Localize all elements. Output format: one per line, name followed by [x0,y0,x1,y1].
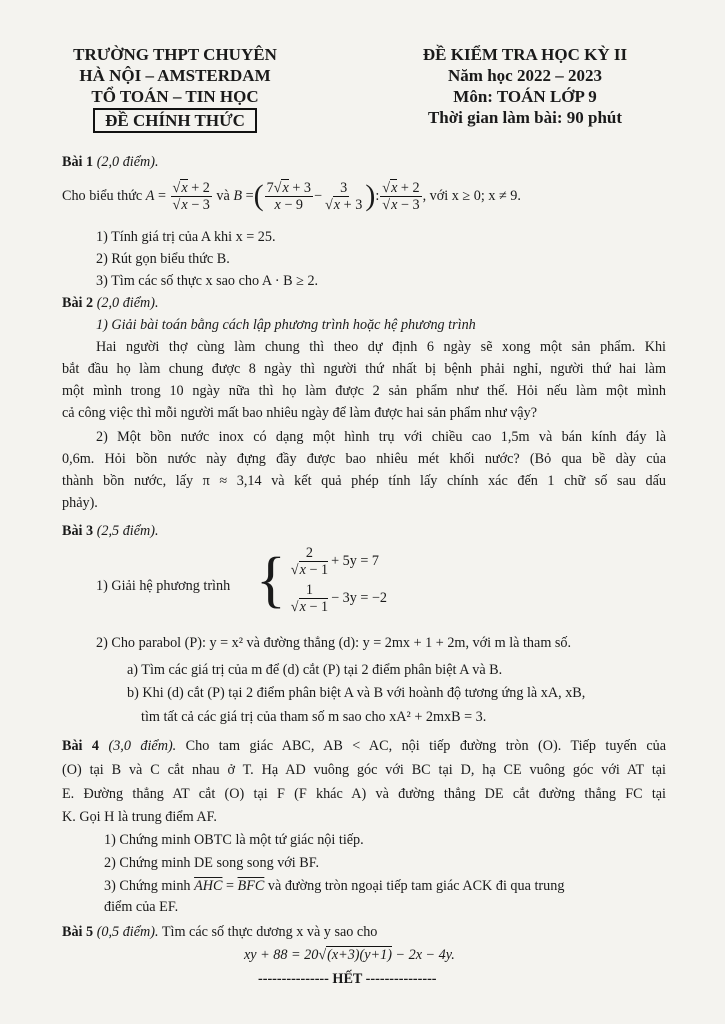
bai2-p2-line1: 2) Một bồn nước inox có dạng một hình trụ với chiều cao 1,5m và bán kính đáy là [96,429,666,445]
bai3-q2b-line2: tìm tất cả các giá trị của tham số m sao cho xA² + 2mxB = 3. [141,709,487,725]
bai4-q3-line2: điểm của EF. [104,899,179,915]
end-marker: --------------- HẾT --------------- [258,971,437,987]
arc-bfc: $\overline{BFC}$ [237,878,265,894]
bai2-p2-line4: phảy). [62,495,98,511]
bai2-p1-line2: bắt đầu họ làm chung được 8 ngày thì người thứ nhất bị bệnh phải nghỉ, người thứ hai làm [62,361,666,377]
bai4-line1: Bài 4 (3,0 điểm). Cho tam giác ABC, AB < AC, nội tiếp đường tròn (O). Tiếp tuyến của [62,738,667,754]
bai4-line2: (O) tại B và C cắt nhau ở T. Hạ AD vuông góc với BC tại D, hạ CE vuông góc với AT tại [62,762,666,778]
bai3-q1-label: 1) Giải hệ phương trình [96,578,231,594]
bai5-heading: Bài 5 (0,5 điểm). Tìm các số thực dương x và y sao cho [62,924,378,940]
system-eq2: 1 √ x − 1 − 3y = −2 [288,582,387,615]
system-eq1: 2 √ x − 1 + 5y = 7 [288,545,387,578]
bai2-p1-line4: cả công việc thì mỗi người mất bao nhiêu ngày để làm được hai sản phẩm như vậy? [62,405,537,421]
bai2-p1-line3: một mình trong 10 ngày nữa thì họ làm được 2 sản phẩm như thế. Hỏi nếu làm một mình [62,383,666,399]
official-exam-badge: ĐỀ CHÍNH THỨC [93,108,257,133]
equation-system [256,540,387,620]
bai3-q2a: a) Tìm các giá trị của m để (d) cắt (P) tại 2 điểm phân biệt A và B. [127,662,503,678]
bai2-p1-line1: Hai người thợ cùng làm chung thì theo dự định 6 ngày sẽ xong một sản phẩm. Khi [96,339,666,355]
fraction-a: √ x + 2 √ x − 3 [171,180,212,213]
bai4-q2: 2) Chứng minh DE song song với BF. [104,855,320,871]
bai3-q2: 2) Cho parabol (P): y = x² và đường thẳng (d): y = 2mx + 1 + 2m, với m là tham số. [96,635,572,651]
subject: Môn: TOÁN LỚP 9 [453,87,597,106]
bai5-equation: xy + 88 = 20 √ (x+3)(y+1) − 2x − 4y. [244,946,455,964]
bai4-line4: K. Gọi H là trung điểm AF. [62,809,217,825]
school-header [40,44,310,131]
bai1-q3: 3) Tìm các số thực x sao cho A · B ≥ 2. [96,273,319,289]
bai1-heading: Bài 1 (2,0 điểm). [62,154,159,170]
time-limit: Thời gian làm bài: 90 phút [427,108,623,127]
system-brace: { [256,546,286,614]
bai2-sub1-title: 1) Giải bài toán bằng cách lập phương trình hoặc hệ phương trình [96,317,476,333]
bai1-expression: Cho biểu thức A = √ x + 2 √ x − 3 và B = ( $\frac{7 √ x + 3}{x - 9}$ − 3 √ x + 3 ) : √ x + 2 √ x − 3 , với x ≥ 0; x ≠ 9. [62,176,521,216]
bai4-q1: 1) Chứng minh OBTC là một tứ giác nội tiếp. [104,832,364,848]
school-name-line1: TRƯỜNG THPT CHUYÊN [73,45,277,64]
bai4-line3: E. Đường thẳng AT cắt (O) tại F (F khác A) và đường thẳng DE cắt đường thẳng FC tại [62,786,666,802]
bai3-heading: Bài 3 (2,5 điểm). [62,523,159,539]
exam-title: ĐỀ KIỂM TRA HỌC KỲ II [422,45,628,64]
bai2-heading: Bài 2 (2,0 điểm). [62,295,159,311]
exam-header [395,44,655,128]
bai4-q3-line1: 3) Chứng minh $\overline{AHC} = \overline{BFC}$ và đường tròn ngoại tiếp tam giác ACK đi qua trung [104,878,565,894]
bai1-q1: 1) Tính giá trị của A khi x = 25. [96,229,276,245]
school-name-line2: HÀ NỘI – AMSTERDAM [79,66,271,85]
department-name: TỔ TOÁN – TIN HỌC [91,87,259,106]
school-year: Năm học 2022 – 2023 [448,66,602,85]
bai3-q2b-line1: b) Khi (d) cắt (P) tại 2 điểm phân biệt A và B với hoành độ tương ứng là xA, xB, [127,685,586,701]
bai2-p2-line3: thành bồn nước, lấy π ≈ 3,14 và kết quả phép tính lấy chính xác đến 1 chữ số sau dấu [62,473,666,489]
bai1-q2: 2) Rút gọn biểu thức B. [96,251,230,267]
arc-ahc: $\overline{AHC}$ [194,878,223,894]
bai2-p2-line2: 0,6m. Hỏi bồn nước này đựng đầy được bao nhiêu mét khối nước? (Bỏ qua bề dày của [62,451,666,467]
